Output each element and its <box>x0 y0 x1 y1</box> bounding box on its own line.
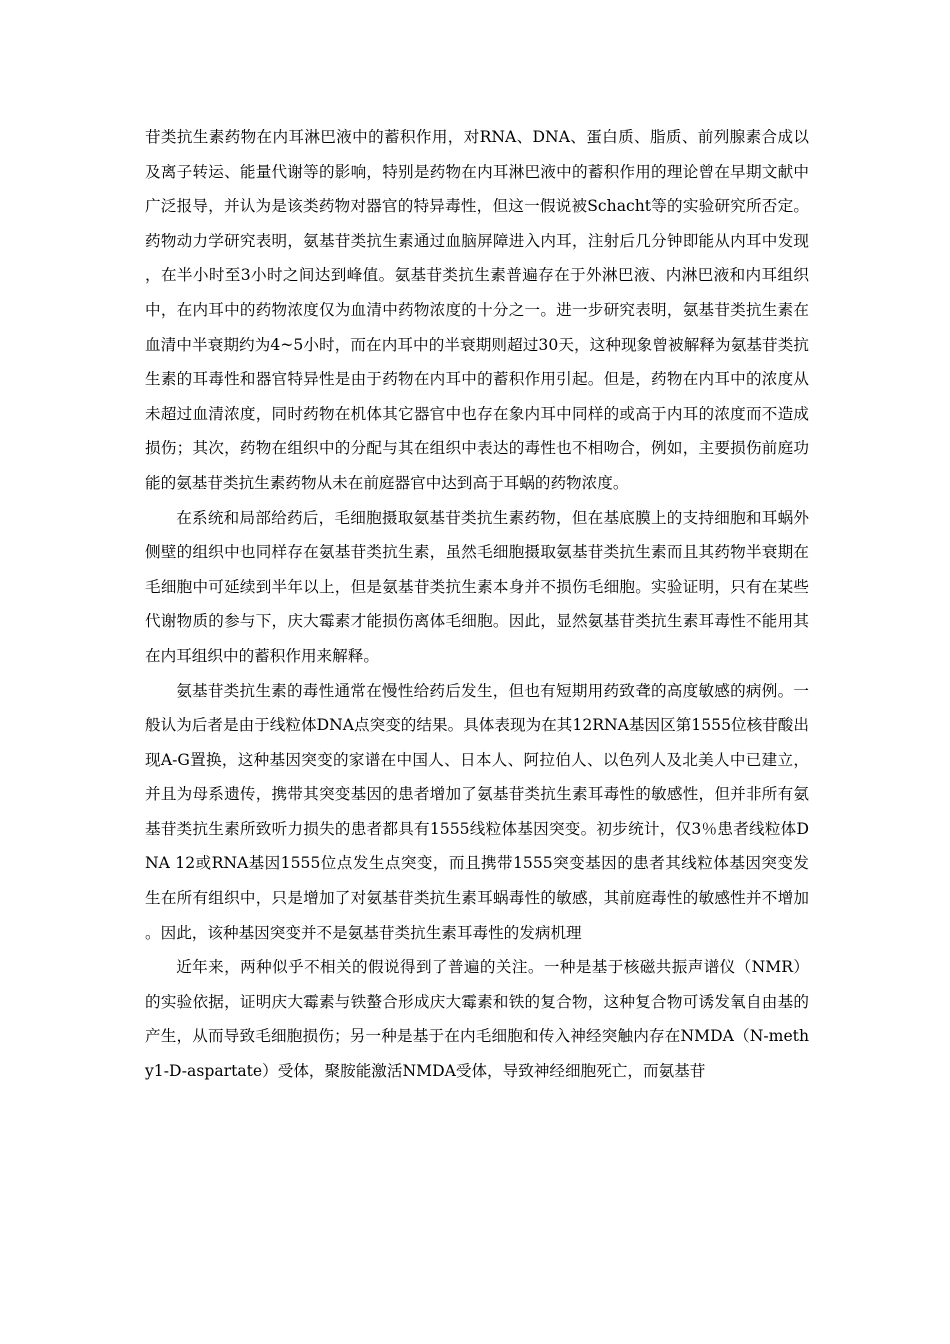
paragraph-3: 氨基苷类抗生素的毒性通常在慢性给药后发生，但也有短期用药致聋的高度敏感的病例。一般认为后者是由于线粒体DNA点突变的结果。具体表现为在其12RNA基因区第1555位核苷酸出现A-G置换，这种基因突变的家谱在中国人、日本人、阿拉伯人、以色列人及北美人中已建立，并且为母系遗传，携带其突变基因的患者增加了氨基苷类抗生素耳毒性的敏感性，但并非所有氨基苷类抗生素所致听力损失的患者都具有1555线粒体基因突变。初步统计，仅3％患者线粒体DNA 12或RNA基因1555位点发生点突变，而且携带1555突变基因的患者其线粒体基因突变发生在所有组织中，只是增加了对氨基苷类抗生素耳蜗毒性的敏感，其前庭毒性的敏感性并不增加。因此，该种基因突变并不是氨基苷类抗生素耳毒性的发病机理 <box>145 681 809 942</box>
document-body <box>145 120 809 1089</box>
paragraph-2: 在系统和局部给药后，毛细胞摄取氨基苷类抗生素药物，但在基底膜上的支持细胞和耳蜗外侧壁的组织中也同样存在氨基苷类抗生素，虽然毛细胞摄取氨基苷类抗生素而且其药物半衰期在毛细胞中可延续到半年以上，但是氨基苷类抗生素本身并不损伤毛细胞。实验证明，只有在某些代谢物质的参与下，庆大霉素才能损伤离体毛细胞。因此，显然氨基苷类抗生素耳毒性不能用其在内耳组织中的蓄积作用来解释。 <box>145 508 809 665</box>
paragraph-4: 近年来，两种似乎不相关的假说得到了普遍的关注。一种是基于核磁共振声谱仪（NMR）的实验依据，证明庆大霉素与铁螯合形成庆大霉素和铁的复合物，这种复合物可诱发氧自由基的产生，从而导致毛细胞损伤；另一种是基于在内毛细胞和传入神经突触内存在NMDA（N-methy1-D-aspartate）受体，聚胺能激活NMDA受体，导致神经细胞死亡，而氨基苷 <box>145 958 809 1081</box>
paragraph-1: 苷类抗生素药物在内耳淋巴液中的蓄积作用，对RNA、DNA、蛋白质、脂质、前列腺素合成以及离子转运、能量代谢等的影响，特别是药物在内耳淋巴液中的蓄积作用的理论曾在早期文献中广泛报导，并认为是该类药物对器官的特异毒性，但这一假说被Schacht等的实验研究所否定。药物动力学研究表明，氨基苷类抗生素通过血脑屏障进入内耳，注射后几分钟即能从内耳中发现，在半小时至3小时之间达到峰值。氨基苷类抗生素普遍存在于外淋巴液、内淋巴液和内耳组织中，在内耳中的药物浓度仅为血清中药物浓度的十分之一。进一步研究表明，氨基苷类抗生素在血清中半衰期约为4~5小时，而在内耳中的半衰期则超过30天，这种现象曾被解释为氨基苷类抗生素的耳毒性和器官特异性是由于药物在内耳中的蓄积作用引起。但是，药物在内耳中的浓度从未超过血清浓度，同时药物在机体其它器官中也存在象内耳中同样的或高于内耳的浓度而不造成损伤；其次，药物在组织中的分配与其在组织中表达的毒性也不相吻合，例如，主要损伤前庭功能的氨基苷类抗生素药物从未在前庭器官中达到高于耳蜗的药物浓度。 <box>145 128 809 492</box>
